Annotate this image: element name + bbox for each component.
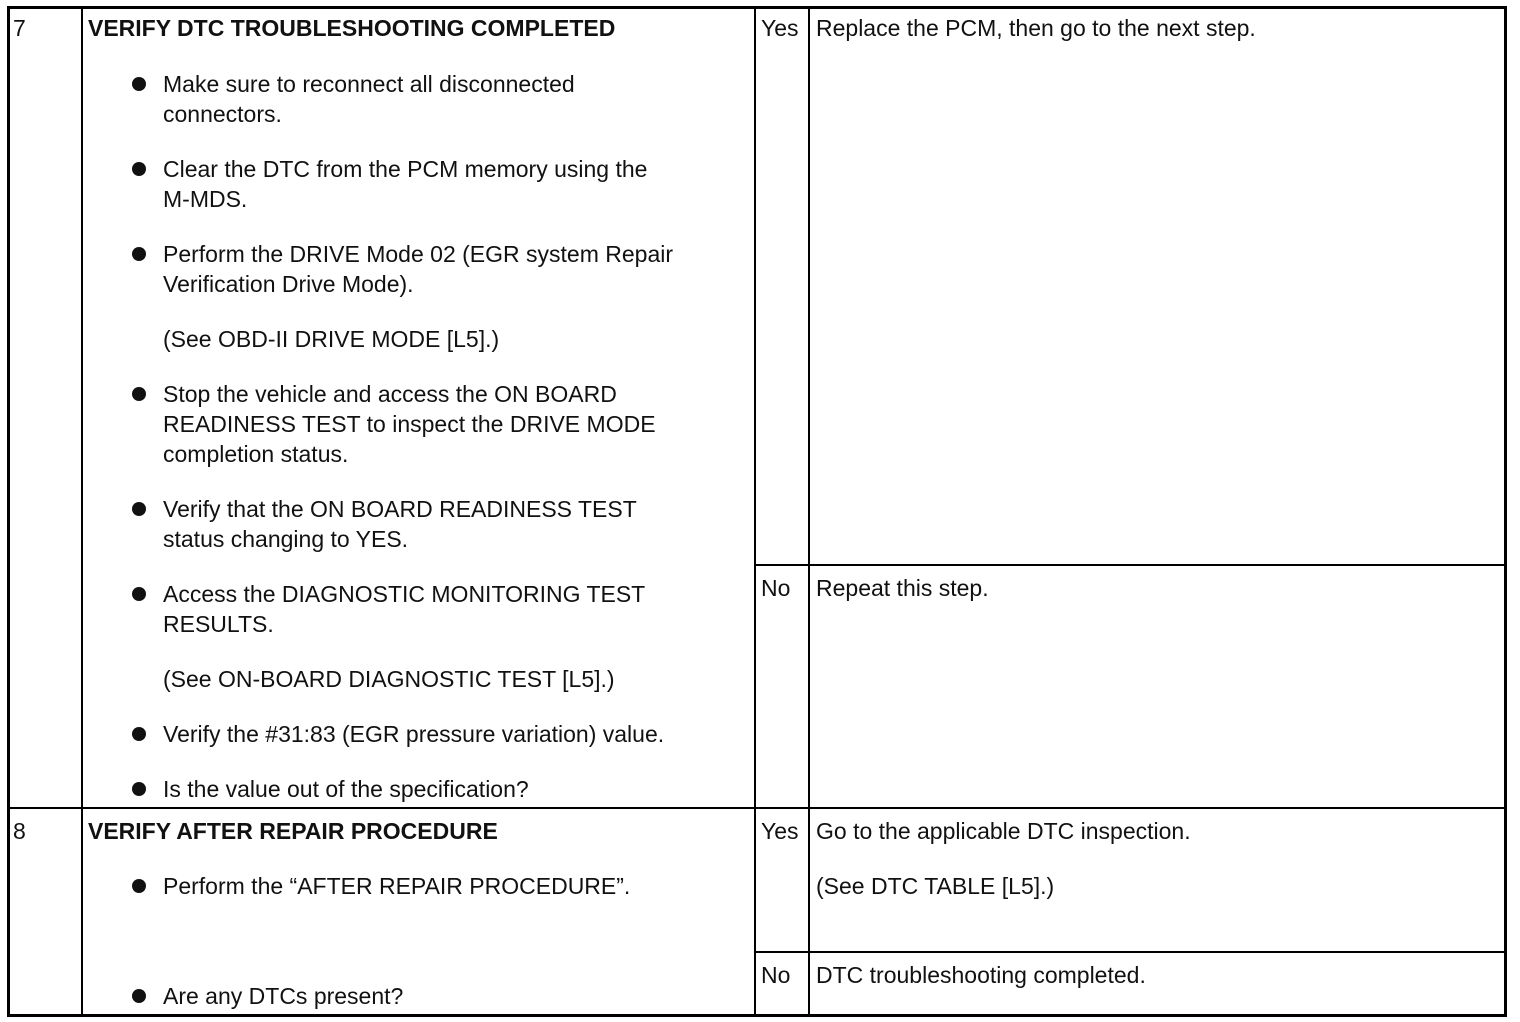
bullet-icon <box>132 879 146 893</box>
step-number: 7 <box>13 15 26 41</box>
bullet-text: Clear the DTC from the PCM memory using the <box>163 156 648 182</box>
bullet-text: Is the value out of the specification? <box>163 776 529 802</box>
result-action: Repeat this step. <box>816 575 989 601</box>
table-border-top <box>7 6 1507 9</box>
bullet-icon <box>132 247 146 261</box>
answer-no: No <box>761 962 791 988</box>
table-border-bottom <box>7 1014 1507 1017</box>
bullet-icon <box>132 782 146 796</box>
bullet-icon <box>132 387 146 401</box>
bullet-text: RESULTS. <box>163 611 274 637</box>
bullet-text: completion status. <box>163 441 349 467</box>
bullet-icon <box>132 587 146 601</box>
bullet-text: connectors. <box>163 101 282 127</box>
bullet-icon <box>132 989 146 1003</box>
reference-note: (See OBD-II DRIVE MODE [L5].) <box>163 326 500 352</box>
bullet-text: Verification Drive Mode). <box>163 271 414 297</box>
answer-yes: Yes <box>761 818 799 844</box>
result-action: DTC troubleshooting completed. <box>816 962 1146 988</box>
step-number: 8 <box>13 818 26 844</box>
result-action: Go to the applicable DTC inspection. <box>816 818 1191 844</box>
bullet-text: Stop the vehicle and access the ON BOARD <box>163 381 617 407</box>
column-divider-answer <box>808 6 810 1017</box>
bullet-icon <box>132 162 146 176</box>
answer-no: No <box>761 575 791 601</box>
answer-yes: Yes <box>761 15 799 41</box>
step-title: VERIFY DTC TROUBLESHOOTING COMPLETED <box>88 15 616 41</box>
bullet-text: Verify the #31:83 (EGR pressure variation) value. <box>163 721 665 747</box>
result-divider-step-8 <box>754 951 1507 953</box>
bullet-text: M-MDS. <box>163 186 248 212</box>
bullet-icon <box>132 77 146 91</box>
table-border-right <box>1504 6 1507 1017</box>
bullet-text: Perform the DRIVE Mode 02 (EGR system Repair <box>163 241 673 267</box>
result-action: Replace the PCM, then go to the next step. <box>816 15 1256 41</box>
reference-note: (See DTC TABLE [L5].) <box>816 873 1055 899</box>
column-divider-number <box>81 6 83 1017</box>
step-title: VERIFY AFTER REPAIR PROCEDURE <box>88 818 498 844</box>
result-divider-step-7 <box>754 564 1507 566</box>
bullet-icon <box>132 727 146 741</box>
table-border-left <box>7 6 10 1017</box>
bullet-text: Verify that the ON BOARD READINESS TEST <box>163 496 637 522</box>
bullet-text: Access the DIAGNOSTIC MONITORING TEST <box>163 581 646 607</box>
bullet-text: status changing to YES. <box>163 526 409 552</box>
bullet-text: Perform the “AFTER REPAIR PROCEDURE”. <box>163 873 631 899</box>
bullet-icon <box>132 502 146 516</box>
bullet-text: READINESS TEST to inspect the DRIVE MODE <box>163 411 656 437</box>
bullet-text: Make sure to reconnect all disconnected <box>163 71 575 97</box>
bullet-text: Are any DTCs present? <box>163 983 404 1009</box>
reference-note: (See ON-BOARD DIAGNOSTIC TEST [L5].) <box>163 666 615 692</box>
row-divider-step-7-8 <box>7 807 1507 809</box>
column-divider-action <box>754 6 756 1017</box>
